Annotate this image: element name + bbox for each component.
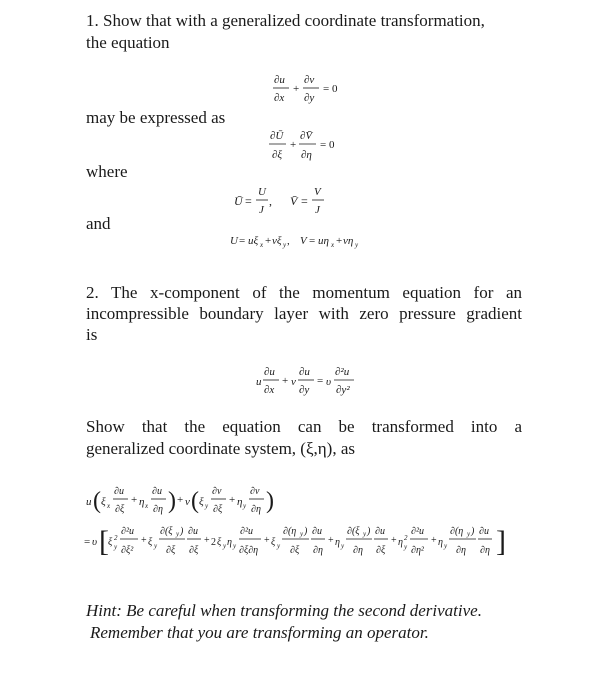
svg-text:∂ξ: ∂ξ xyxy=(189,545,199,556)
svg-text:x: x xyxy=(145,502,149,510)
svg-text:∂u: ∂u xyxy=(114,486,124,497)
svg-text:=: = xyxy=(301,194,308,208)
svg-text:∂V̄: ∂V̄ xyxy=(300,130,313,142)
svg-text:,: , xyxy=(287,235,290,247)
svg-text:+: + xyxy=(328,535,334,546)
svg-text:y: y xyxy=(277,542,281,550)
svg-text:,: , xyxy=(269,194,272,208)
continuity-equation xyxy=(272,70,352,110)
svg-text:= 0: = 0 xyxy=(323,83,338,95)
svg-text:U: U xyxy=(230,235,238,247)
svg-text:y: y xyxy=(114,543,118,551)
svg-text:+: + xyxy=(177,494,184,506)
svg-text:∂ξ²: ∂ξ² xyxy=(121,545,134,556)
svg-text:J: J xyxy=(259,204,264,216)
svg-text:+: + xyxy=(290,139,297,151)
svg-text:∂u: ∂u xyxy=(312,526,322,537)
svg-text:∂ξ: ∂ξ xyxy=(166,545,176,556)
svg-text:+: + xyxy=(204,535,210,546)
svg-text:∂(ξ: ∂(ξ xyxy=(347,526,360,537)
svg-text:y: y xyxy=(363,530,367,538)
svg-text:η: η xyxy=(438,537,443,548)
svg-text:∂²u: ∂²u xyxy=(121,526,134,537)
svg-text:∂v: ∂v xyxy=(212,486,222,497)
svg-text:J: J xyxy=(315,204,320,216)
svg-text:∂η: ∂η xyxy=(480,545,490,556)
svg-text:2: 2 xyxy=(211,537,216,548)
transformed-momentum-rhs xyxy=(84,520,524,566)
problem1-where: where xyxy=(86,162,128,181)
svg-text:x: x xyxy=(331,241,335,249)
svg-text:η: η xyxy=(227,537,232,548)
svg-text:∂y: ∂y xyxy=(304,92,315,104)
problem1-and: and xyxy=(86,214,111,233)
svg-text:ξ: ξ xyxy=(148,537,153,548)
svg-text:): ) xyxy=(266,488,274,514)
svg-text:∂y: ∂y xyxy=(299,384,310,396)
svg-text:∂ξ: ∂ξ xyxy=(115,504,125,515)
problem1-may-be: may be expressed as xyxy=(86,108,226,127)
svg-text:): ) xyxy=(367,526,371,537)
problem2-line2: incompressible boundary layer with zero pressure gradient xyxy=(86,304,522,323)
svg-text:y: y xyxy=(467,530,471,538)
svg-text:∂η: ∂η xyxy=(301,149,312,161)
svg-text:∂η: ∂η xyxy=(313,545,323,556)
svg-text:y: y xyxy=(154,542,158,550)
svg-text:+: + xyxy=(282,375,289,387)
svg-text:∂²u: ∂²u xyxy=(411,526,424,537)
svg-text:U: U xyxy=(258,186,266,198)
svg-text:∂u: ∂u xyxy=(299,366,310,378)
svg-text:+: + xyxy=(336,235,343,247)
svg-text:∂η: ∂η xyxy=(153,504,163,515)
svg-text:V: V xyxy=(300,235,307,247)
svg-text:= 0: = 0 xyxy=(320,139,335,151)
svg-text:x: x xyxy=(260,241,264,249)
svg-text:y: y xyxy=(355,241,359,249)
svg-text:2: 2 xyxy=(114,534,118,542)
svg-text:): ) xyxy=(180,526,184,537)
svg-text:=: = xyxy=(84,536,91,548)
svg-text:(: ( xyxy=(93,488,101,514)
svg-text:): ) xyxy=(304,526,308,537)
svg-text:∂v: ∂v xyxy=(250,486,260,497)
svg-text:∂u: ∂u xyxy=(375,526,385,537)
svg-text:∂²u: ∂²u xyxy=(335,366,350,378)
problem2-show-line1: Show that the equation can be transformed into a xyxy=(86,417,522,436)
svg-text:y: y xyxy=(243,502,247,510)
svg-text:∂u: ∂u xyxy=(479,526,489,537)
problem1-line2: the equation xyxy=(86,33,170,52)
svg-text:y: y xyxy=(300,530,304,538)
svg-text:∂ξ: ∂ξ xyxy=(272,149,283,161)
svg-text:ξ: ξ xyxy=(217,537,222,548)
svg-text:∂u: ∂u xyxy=(264,366,275,378)
contravariant-definition xyxy=(232,180,352,222)
svg-text:uξ: uξ xyxy=(248,235,259,247)
svg-text:uη: uη xyxy=(318,235,329,247)
svg-text:): ) xyxy=(168,488,176,514)
svg-text:Ū: Ū xyxy=(234,194,243,208)
svg-text:∂(ξ: ∂(ξ xyxy=(160,526,173,537)
problem2-show-line2: generalized coordinate system, (ξ,η), as xyxy=(86,439,356,458)
svg-text:ξ: ξ xyxy=(101,496,106,508)
momentum-equation xyxy=(254,362,374,404)
svg-text:+: + xyxy=(229,494,236,506)
svg-text:+: + xyxy=(293,83,300,95)
svg-text:+: + xyxy=(141,535,147,546)
svg-text:ξ: ξ xyxy=(271,537,276,548)
hint-line1: Hint: Be careful when transforming the second derivative. xyxy=(86,601,482,620)
svg-text:=: = xyxy=(245,194,252,208)
svg-text:[: [ xyxy=(99,525,109,558)
svg-text:∂ξ: ∂ξ xyxy=(213,504,223,515)
svg-text:∂ξ: ∂ξ xyxy=(290,545,300,556)
svg-text:∂u: ∂u xyxy=(152,486,162,497)
svg-text:=: = xyxy=(317,375,324,387)
svg-text:+: + xyxy=(391,535,397,546)
svg-text:=: = xyxy=(239,235,246,247)
svg-text:∂(η: ∂(η xyxy=(283,526,297,537)
svg-text:∂x: ∂x xyxy=(264,384,275,396)
svg-text:∂²u: ∂²u xyxy=(240,526,253,537)
svg-text:]: ] xyxy=(496,525,506,558)
svg-text:η: η xyxy=(335,537,340,548)
svg-text:υ: υ xyxy=(326,376,332,388)
svg-text:y: y xyxy=(283,241,287,249)
svg-text:∂ξ∂η: ∂ξ∂η xyxy=(239,545,259,556)
svg-text:y: y xyxy=(223,542,227,550)
svg-text:2: 2 xyxy=(404,534,408,542)
svg-text:(: ( xyxy=(191,488,199,514)
problem1-line1: 1. Show that with a generalized coordinate transformation, xyxy=(86,11,485,30)
svg-text:+: + xyxy=(265,235,272,247)
svg-text:∂η: ∂η xyxy=(353,545,363,556)
svg-text:ξ: ξ xyxy=(108,537,113,548)
svg-text:η: η xyxy=(237,496,243,508)
svg-text:υ: υ xyxy=(92,536,98,548)
svg-text:y: y xyxy=(176,530,180,538)
svg-text:+: + xyxy=(431,535,437,546)
svg-text:∂Ū: ∂Ū xyxy=(270,130,284,142)
svg-text:y: y xyxy=(404,543,408,551)
svg-text:v: v xyxy=(185,496,190,508)
svg-text:=: = xyxy=(309,235,316,247)
svg-text:η: η xyxy=(139,496,145,508)
svg-text:y: y xyxy=(341,542,345,550)
hint-line2: Remember that you are transforming an operator. xyxy=(90,623,429,642)
problem2-line1: 2. The x-component of the momentum equation for an xyxy=(86,283,522,302)
svg-text:∂η: ∂η xyxy=(251,504,261,515)
svg-text:∂η: ∂η xyxy=(456,545,466,556)
transformed-continuity-equation xyxy=(268,125,358,167)
svg-text:y: y xyxy=(233,542,237,550)
svg-text:∂u: ∂u xyxy=(274,74,285,86)
svg-text:∂u: ∂u xyxy=(188,526,198,537)
svg-text:V̄: V̄ xyxy=(290,194,298,208)
svg-text:vξ: vξ xyxy=(272,235,282,247)
svg-text:x: x xyxy=(107,502,111,510)
svg-text:η: η xyxy=(398,537,403,548)
svg-text:vη: vη xyxy=(343,235,354,247)
svg-text:y: y xyxy=(205,502,209,510)
contravariant-velocity-equation xyxy=(228,232,388,250)
svg-text:∂(η: ∂(η xyxy=(450,526,464,537)
svg-text:ξ: ξ xyxy=(199,496,204,508)
svg-text:v: v xyxy=(291,376,296,388)
svg-text:u: u xyxy=(256,376,262,388)
svg-text:y: y xyxy=(444,542,448,550)
svg-text:∂y²: ∂y² xyxy=(336,384,350,396)
svg-text:∂ξ: ∂ξ xyxy=(376,545,386,556)
svg-text:): ) xyxy=(471,526,475,537)
svg-text:∂x: ∂x xyxy=(274,92,285,104)
svg-text:+: + xyxy=(264,535,270,546)
svg-text:∂η²: ∂η² xyxy=(411,545,424,556)
svg-text:V: V xyxy=(314,186,321,198)
transformed-momentum-lhs xyxy=(86,480,296,524)
problem2-line3: is xyxy=(86,325,98,344)
svg-text:u: u xyxy=(86,496,92,508)
svg-text:∂v: ∂v xyxy=(304,74,315,86)
svg-text:+: + xyxy=(131,494,138,506)
